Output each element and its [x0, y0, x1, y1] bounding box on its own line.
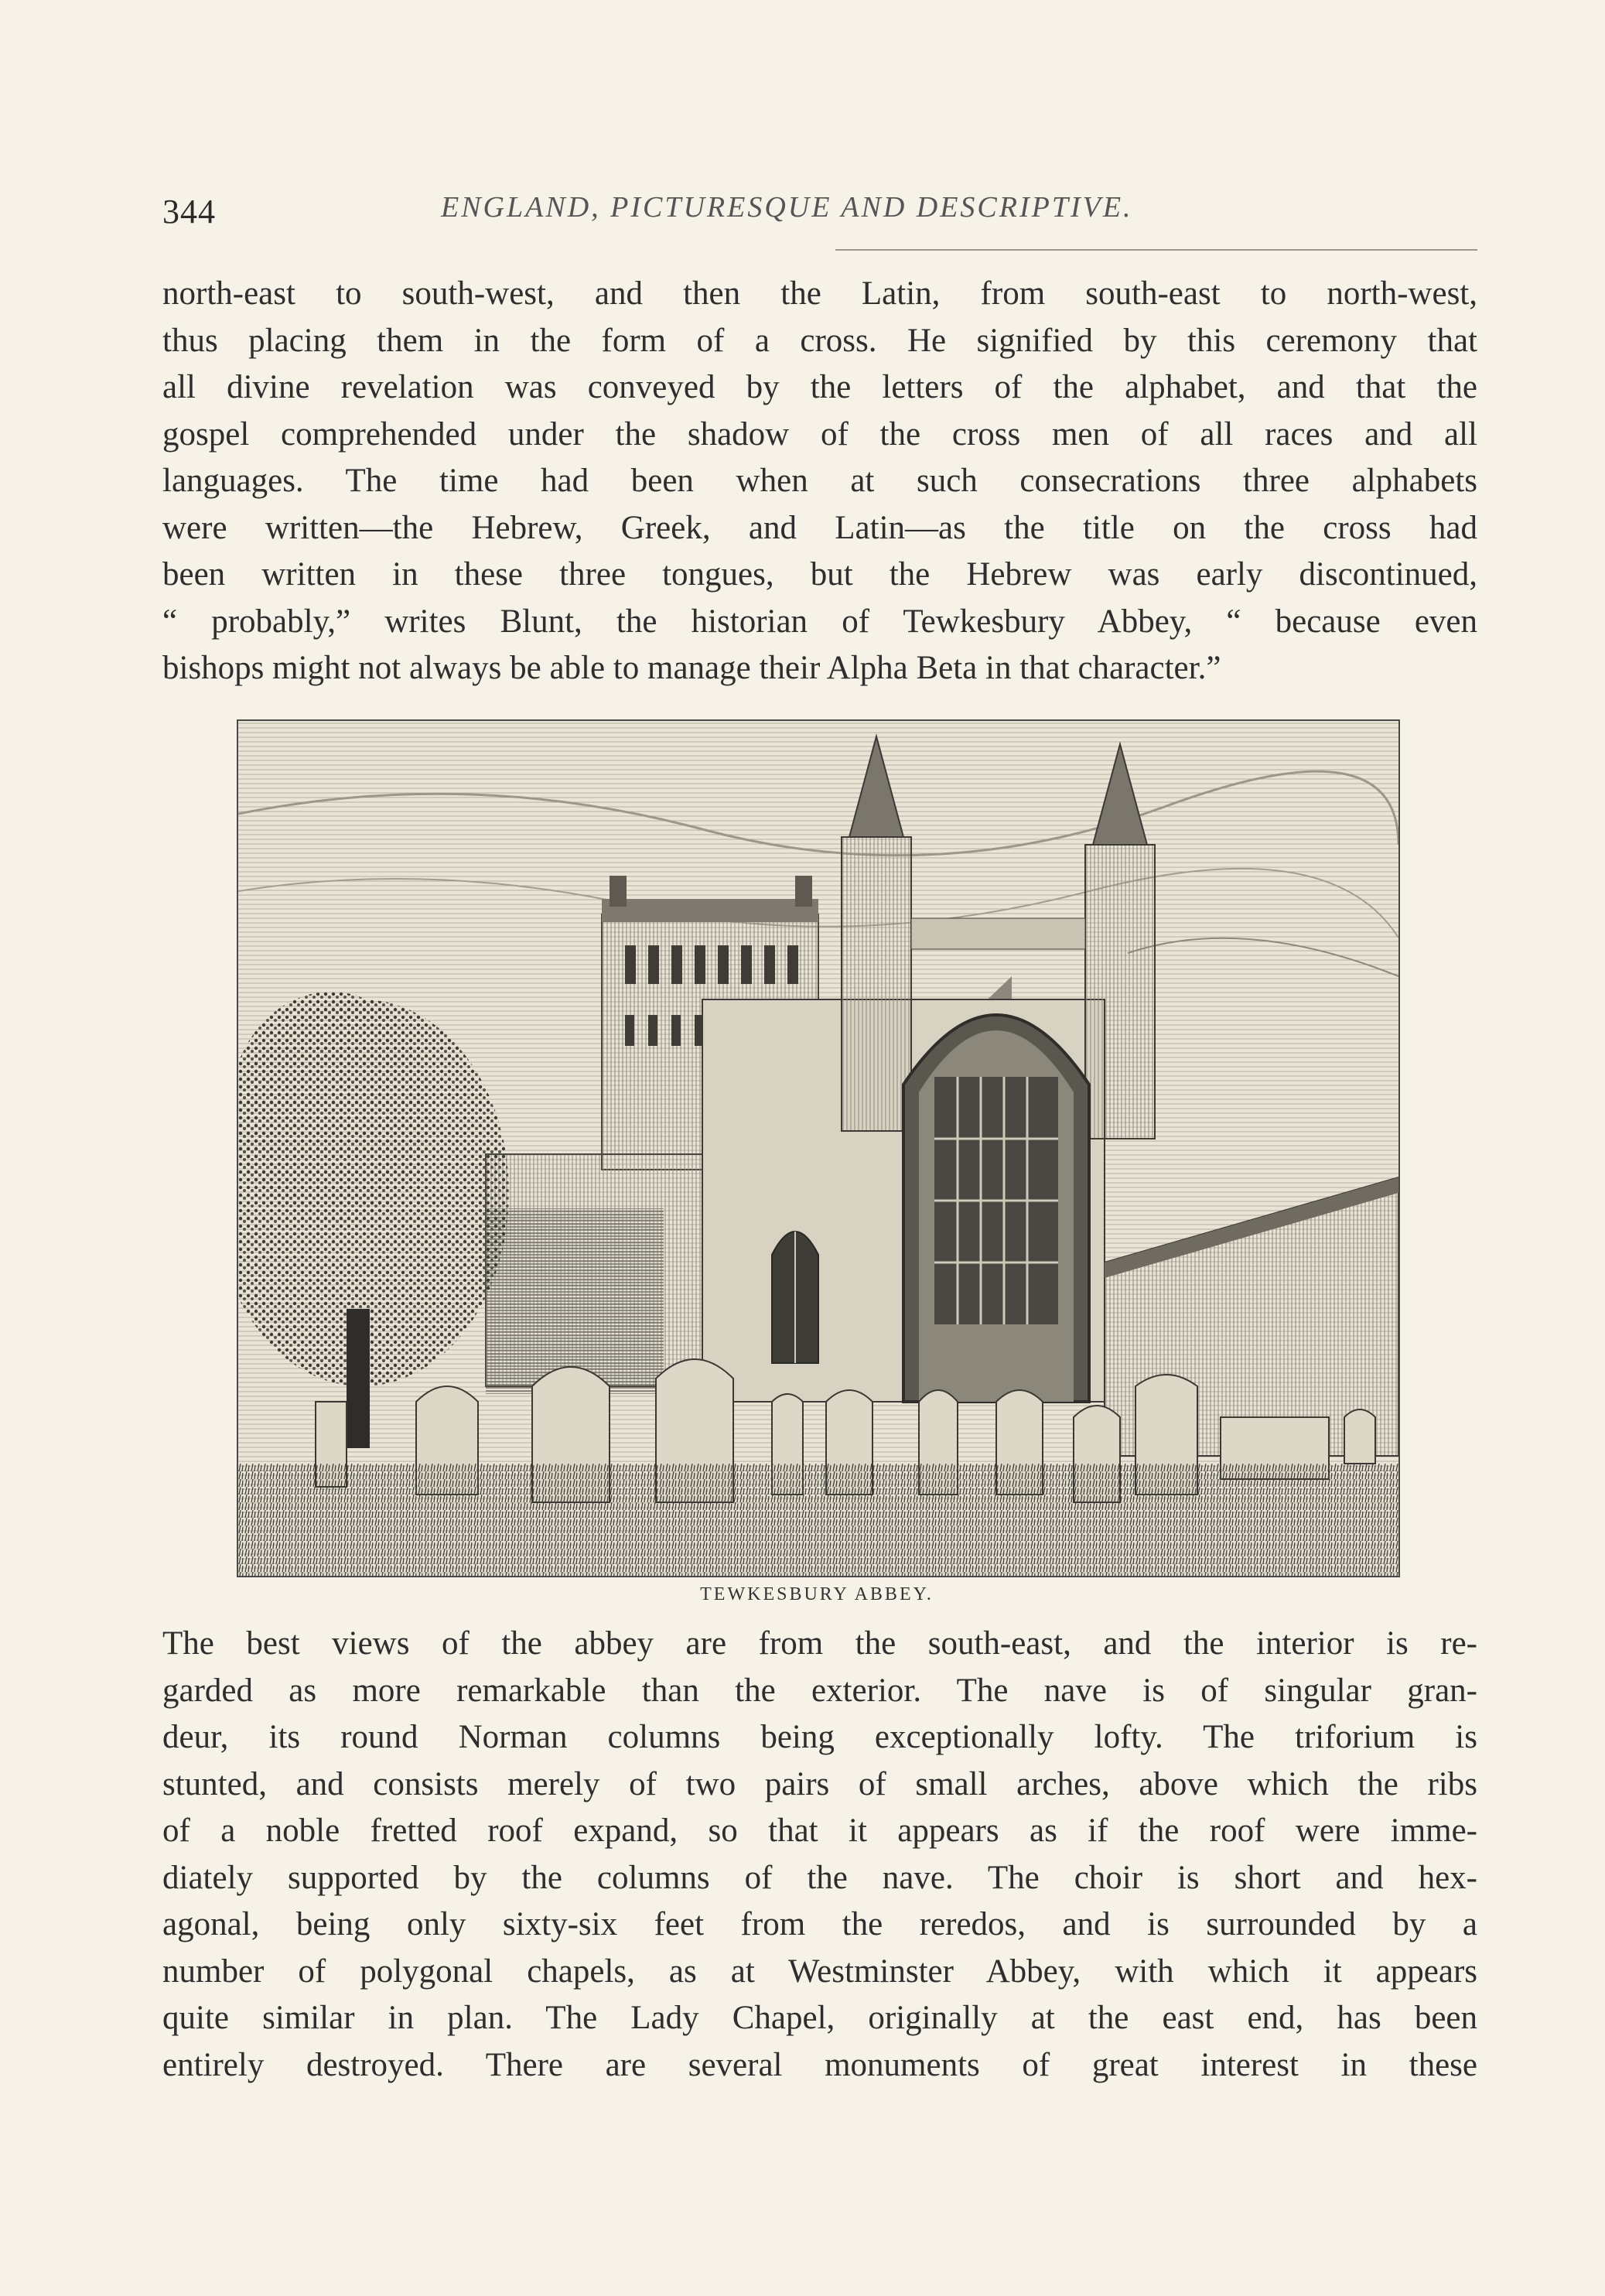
text-line: garded as more remarkable than the exterior. The nave is of singular gran-	[162, 1672, 1477, 1709]
abbey-engraving-illustration	[238, 721, 1398, 1576]
top-paragraph	[162, 271, 1477, 692]
bottom-paragraph	[162, 1621, 1477, 2089]
text-line: been written in these three tongues, but the Hebrew was early discontinued,	[162, 556, 1477, 593]
page-number: 344	[162, 193, 216, 231]
text-line: diately supported by the columns of the nave. The choir is short and hex-	[162, 1859, 1477, 1896]
text-line: The best views of the abbey are from the south-east, and the interior is re-	[162, 1625, 1477, 1662]
text-line: were written—the Hebrew, Greek, and Latin—as the title on the cross had	[162, 509, 1477, 546]
churchyard-grass	[238, 1464, 1398, 1576]
running-head	[162, 186, 1477, 240]
text-line: languages. The time had been when at such consecrations three alphabets	[162, 463, 1477, 499]
text-line: “ probably,” writes Blunt, the historian of Tewkesbury Abbey, “ because even	[162, 603, 1477, 640]
header-rule	[835, 249, 1477, 251]
text-line: stunted, and consists merely of two pairs of small arches, above which the ribs	[162, 1765, 1477, 1802]
figure-caption: TEWKESBURY ABBEY.	[700, 1584, 934, 1604]
text-line: number of polygonal chapels, as at Westminster Abbey, with which it appears	[162, 1953, 1477, 1990]
text-line: of a noble fretted roof expand, so that it appears as if the roof were imme-	[162, 1813, 1477, 1849]
text-line: gospel comprehended under the shadow of the cross men of all races and all	[162, 415, 1477, 453]
engraving-figure	[237, 719, 1400, 1577]
text-line: agonal, being only sixty-six feet from the reredos, and is surrounded by a	[162, 1906, 1477, 1942]
text-line: bishops might not always be able to manage their Alpha Beta in that character.”	[162, 650, 1221, 686]
text-line: deur, its round Norman columns being exceptionally lofty. The triforium is	[162, 1719, 1477, 1755]
text-line: entirely destroyed. There are several monuments of great interest in these	[162, 2046, 1477, 2083]
text-line: all divine revelation was conveyed by the letters of the alphabet, and that the	[162, 369, 1477, 405]
text-line: thus placing them in the form of a cross. He signified by this ceremony that	[162, 322, 1477, 359]
running-title: ENGLAND, PICTURESQUE AND DESCRIPTIVE.	[441, 191, 1133, 224]
text-line: north-east to south-west, and then the Latin, from south-east to north-west,	[162, 275, 1477, 312]
text-line: quite similar in plan. The Lady Chapel, originally at the east end, has been	[162, 2000, 1477, 2036]
